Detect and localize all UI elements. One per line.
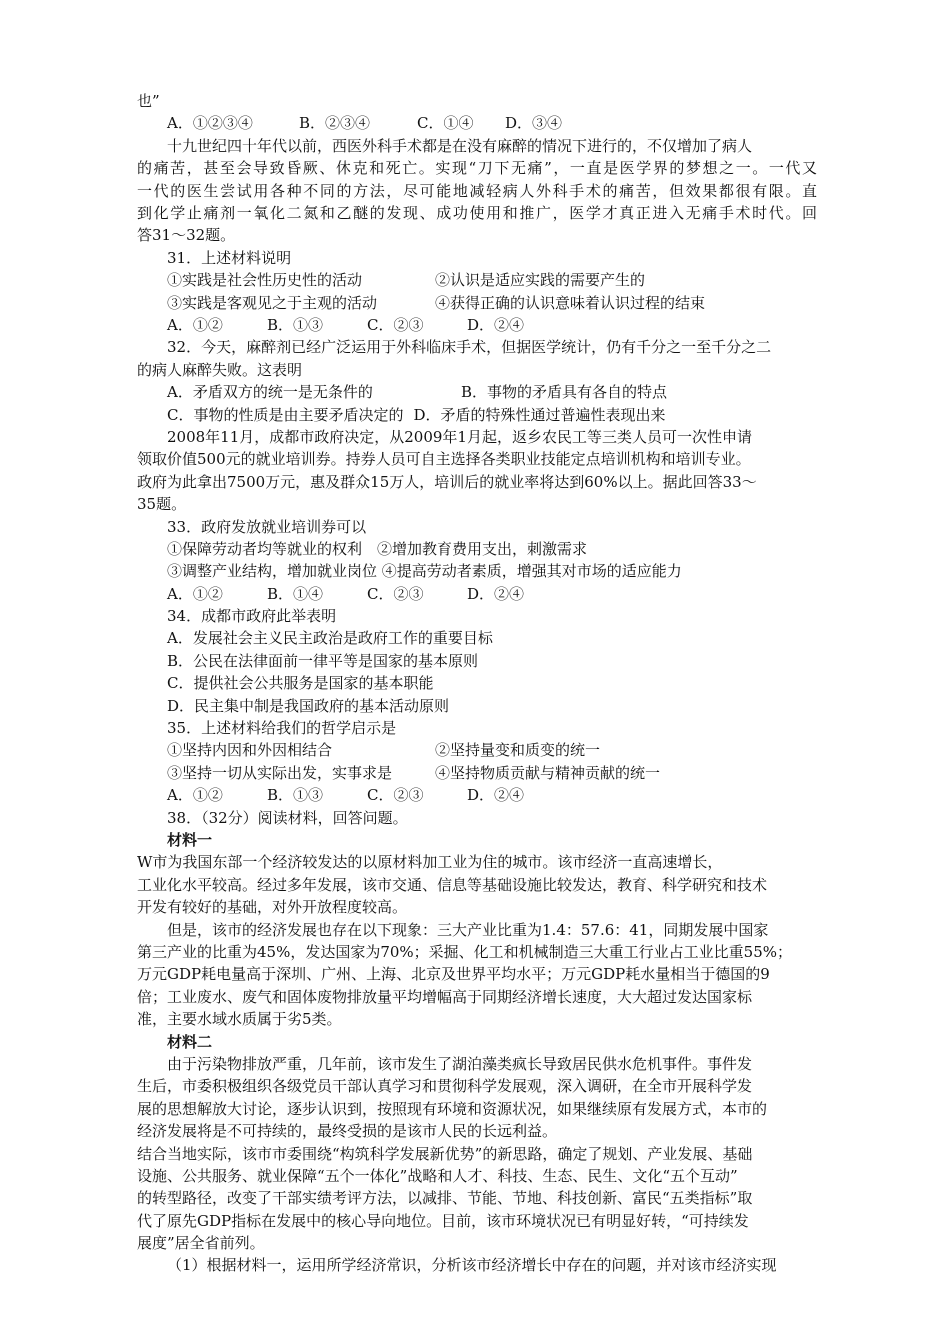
material-line: 第三产业的比重为45%，发达国家为70%；采掘、化工和机械制造三大重工行业占工业比重55%； <box>137 943 793 961</box>
option-b: B．①③ <box>267 315 324 334</box>
material-line: 设施、公共服务、就业保障“五个一体化”战略和人才、科技、生态、民生、文化“五个互动” <box>137 1166 738 1185</box>
passage-line: 政府为此拿出7500万元，惠及群众15万人，培训后的就业率将达到60%以上。据此回答33～ <box>137 472 757 491</box>
item: ②坚持量变和质变的统一 <box>435 741 601 760</box>
option-b: B．事物的矛盾具有各自的特点 <box>461 383 668 402</box>
material-line: 但是，该市的经济发展也存在以下现象：三大产业比重为1.4：57.6：41，同期发展中国家 <box>167 920 769 939</box>
option-a: A．①②③④ <box>167 114 253 133</box>
item: ①实践是社会性历史性的活动 <box>167 271 363 290</box>
q31-items-row-2 <box>137 292 817 314</box>
material-line: 工业化水平较高。经过多年发展，该市交通、信息等基础设施比较发达，教育、科学研究和技术 <box>137 875 768 894</box>
option-c: C．②③ <box>367 315 424 334</box>
option-d: D．②④ <box>467 584 525 603</box>
material-line: 的转型路径，改变了干部实绩考评方法，以减排、节能、节地、科技创新、富民“五类指标”取 <box>137 1189 753 1208</box>
passage-line: 领取价值500元的就业培训券。持券人员可自主选择各类职业技能定点培训机构和培训专业。 <box>137 450 751 469</box>
item: ③坚持一切从实际出发，实事求是 <box>167 763 393 782</box>
q33-items-row-1: ①保障劳动者均等就业的权利 ②增加教育费用支出，刺激需求 <box>167 539 588 558</box>
q33-items-row-2: ③调整产业结构，增加就业岗位 ④提高劳动者素质，增强其对市场的适应能力 <box>167 562 682 581</box>
material-line: 万元GDP耗电量高于深圳、广州、上海、北京及世界平均水平；万元GDP耗水量相当于德国的9 <box>137 965 770 984</box>
material-2-heading: 材料二 <box>167 1032 213 1051</box>
item: ③实践是客观见之于主观的活动 <box>167 293 378 312</box>
material-line: 代了原先GDP指标在发展中的核心导向地位。目前，该市环境状况已有明显好转，“可持续发 <box>137 1211 749 1230</box>
question-38-stem: 38．（32分）阅读材料，回答问题。 <box>167 808 408 827</box>
material-line: 准，主要水域水质属于劣5类。 <box>137 1010 342 1029</box>
option-d: D．②④ <box>467 786 525 805</box>
material-line: 展的思想解放大讨论，逐步认识到，按照现有环境和资源状况，如果继续原有发展方式，本市的 <box>137 1099 768 1118</box>
question-32-stem: 32．今天，麻醉剂已经广泛运用于外科临床手术，但据医学统计，仍有千分之一至千分之二 <box>167 338 772 357</box>
material-line: 生后，市委积极组织各级党员干部认真学习和贯彻科学发展观，深入调研，在全市开展科学发 <box>137 1077 753 1096</box>
option-b: B．①④ <box>267 584 324 603</box>
option-d: D．②④ <box>467 315 525 334</box>
option-c: C．提供社会公共服务是国家的基本职能 <box>167 674 434 693</box>
question-33-stem: 33．政府发放就业培训券可以 <box>167 517 367 536</box>
passage-line: 35题。 <box>137 495 187 514</box>
material-line: 经济发展将是不可持续的，最终受损的是该市人民的长远利益。 <box>137 1122 558 1141</box>
material-line: 开发有较好的基础，对外开放程度较高。 <box>137 898 408 917</box>
question-31-stem: 31．上述材料说明 <box>167 248 292 267</box>
question-32-stem: 的病人麻醉失败。这表明 <box>137 360 303 379</box>
q33-options <box>137 583 817 605</box>
question-38-part-1: （1）根据材料一，运用所学经济常识，分析该市经济增长中存在的问题，并对该市经济实现 <box>167 1256 777 1275</box>
exam-page <box>137 90 817 1277</box>
option-c: C．②③ <box>367 786 424 805</box>
passage-line: 2008年11月，成都市政府决定，从2009年1月起，返乡农民工等三类人员可一次性申请 <box>167 427 752 446</box>
item: ②认识是适应实践的需要产生的 <box>435 271 646 290</box>
passage-line: 十九世纪四十年代以前，西医外科手术都是在没有麻醉的情况下进行的，不仅增加了病人 <box>167 136 753 155</box>
question-34-stem: 34．成都市政府此举表明 <box>167 607 337 626</box>
q32-options-row-1 <box>137 381 817 403</box>
option-d: D．民主集中制是我国政府的基本活动原则 <box>167 696 450 715</box>
text-line: 也” <box>137 92 160 110</box>
question-35-stem: 35．上述材料给我们的哲学启示是 <box>167 719 397 738</box>
q35-items-row-2 <box>137 762 817 784</box>
item: ④坚持物质贡献与精神贡献的统一 <box>435 763 661 782</box>
q32-options-row-2 <box>137 404 817 426</box>
passage-line: 的痛苦，甚至会导致昏厥、休克和死亡。实现“刀下无痛”，一直是医学界的梦想之一。一代又 <box>137 159 817 178</box>
option-a: A．①② <box>167 786 223 805</box>
material-line: 由于污染物排放严重，几年前，该市发生了湖泊藻类疯长导致居民供水危机事件。事件发 <box>167 1054 753 1073</box>
option-c: C．②③ <box>367 584 424 603</box>
q35-items-row-1 <box>137 739 817 761</box>
option-a: A．①② <box>167 584 223 603</box>
passage-line: 一代的医生尝试用各种不同的方法，尽可能地减轻病人外科手术的痛苦，但效果都很有限。直 <box>137 181 817 200</box>
q31-options <box>137 314 817 336</box>
material-1-heading: 材料一 <box>167 831 213 850</box>
material-line: 结合当地实际，该市市委围绕“构筑科学发展新优势”的新思路，确定了规划、产业发展、基础 <box>137 1144 753 1163</box>
material-line: 展度”居全省前列。 <box>137 1234 265 1253</box>
option-b: B．①③ <box>267 786 324 805</box>
q30-options <box>137 112 817 134</box>
q35-options <box>137 784 817 806</box>
option-a: A．①② <box>167 315 223 334</box>
option-a: A．矛盾双方的统一是无条件的 <box>167 383 373 402</box>
option-b: B．②③④ <box>299 114 371 133</box>
passage-line: 答31～32题。 <box>137 226 236 245</box>
passage-line: 到化学止痛剂一氧化二氮和乙醚的发现、成功使用和推广，医学才真正进入无痛手术时代。回 <box>137 203 817 222</box>
material-line: W市为我国东部一个经济较发达的以原材料加工业为住的城市。该市经济一直高速增长， <box>137 853 723 872</box>
q31-items-row-1 <box>137 269 817 291</box>
option-c: C．事物的性质是由主要矛盾决定的 <box>167 405 404 424</box>
item: ①坚持内因和外因相结合 <box>167 741 333 760</box>
option-d: D．③④ <box>505 114 563 133</box>
option-d: D．矛盾的特殊性通过普遍性表现出来 <box>413 405 666 424</box>
item: ④获得正确的认识意味着认识过程的结束 <box>435 293 706 312</box>
option-a: A．发展社会主义民主政治是政府工作的重要目标 <box>167 629 493 648</box>
option-c: C．①④ <box>417 114 474 133</box>
option-b: B．公民在法律面前一律平等是国家的基本原则 <box>167 651 479 670</box>
material-line: 倍；工业废水、废气和固体废物排放量平均增幅高于同期经济增长速度，大大超过发达国家标 <box>137 987 753 1006</box>
